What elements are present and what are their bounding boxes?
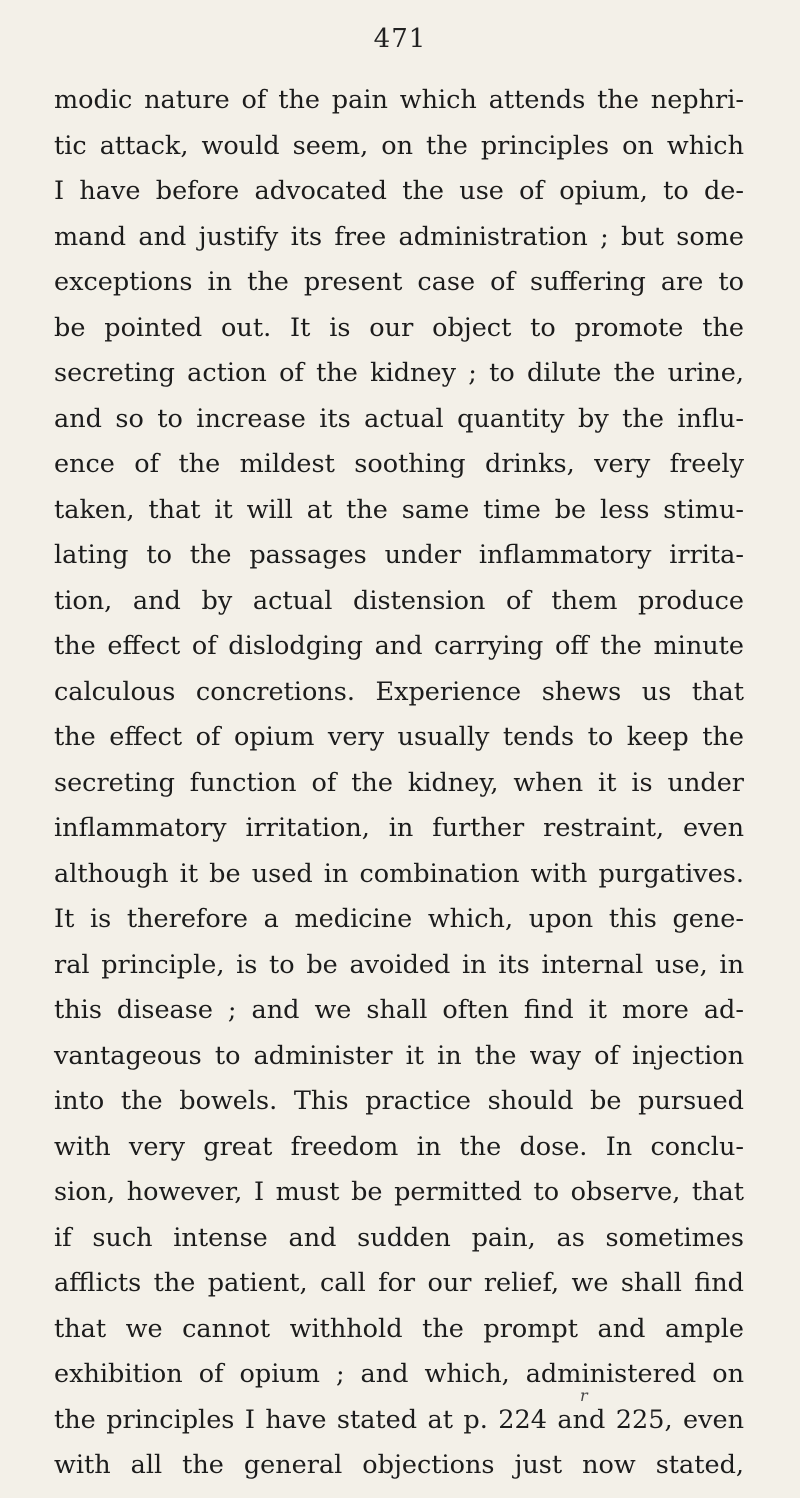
text-line: tion, and by actual distension of them produce xyxy=(54,585,744,616)
text-line: the effect of dislodging and carrying off the minute xyxy=(54,631,744,661)
text-line: calculous concretions. Experience shews us that xyxy=(54,676,744,707)
text-line: vantageous to administer it in the way of injection xyxy=(54,1040,744,1071)
text-line: secreting function of the kidney, when it is under xyxy=(54,767,744,798)
catchword-mark: r xyxy=(580,1386,588,1405)
text-line: the principles I have stated at p. 224 and 225, even xyxy=(54,1404,744,1435)
text-line: ence of the mildest soothing drinks, very freely xyxy=(54,449,744,479)
text-line: exceptions in the present case of suffering are to xyxy=(54,267,744,297)
text-line: It is therefore a medicine which, upon this gene- xyxy=(54,904,744,934)
text-line: modic nature of the pain which attends the nephri- xyxy=(54,85,744,115)
text-line: that we cannot withhold the prompt and ample xyxy=(54,1313,744,1344)
text-line: and so to increase its actual quantity by the influ- xyxy=(54,403,744,434)
text-line: this disease ; and we shall often find it more ad- xyxy=(54,995,744,1025)
body-text xyxy=(54,78,744,1489)
text-line: with very great freedom in the dose. In conclu- xyxy=(54,1131,744,1162)
text-line: secreting action of the kidney ; to dilute the urine, xyxy=(54,358,744,388)
text-line: ral principle, is to be avoided in its internal use, in xyxy=(54,949,744,980)
text-line: the effect of opium very usually tends to keep the xyxy=(54,722,744,752)
text-line: inflammatory irritation, in further restraint, even xyxy=(54,813,744,843)
text-line: if such intense and sudden pain, as sometimes xyxy=(54,1222,744,1253)
page-number: 471 xyxy=(373,24,427,54)
text-line: afflicts the patient, call for our relief, we shall find xyxy=(54,1268,744,1298)
text-line: lating to the passages under inflammatory irrita- xyxy=(54,540,744,570)
text-line: tic attack, would seem, on the principles on which xyxy=(54,130,744,161)
text-line: mand and justify its free administration ; but some xyxy=(54,221,744,252)
text-line: I have before advocated the use of opium, to de- xyxy=(54,176,744,206)
text-line: although it be used in combination with purgatives. xyxy=(54,858,744,889)
text-line: be pointed out. It is our object to promote the xyxy=(54,312,744,343)
text-line: exhibition of opium ; and which, administered on xyxy=(54,1359,744,1389)
text-line: sion, however, I must be permitted to observe, that xyxy=(54,1177,744,1207)
text-line: taken, that it will at the same time be less stimu- xyxy=(54,494,744,525)
text-line: into the bowels. This practice should be pursued xyxy=(54,1086,744,1116)
text-line: with all the general objections just now stated, xyxy=(54,1450,744,1480)
